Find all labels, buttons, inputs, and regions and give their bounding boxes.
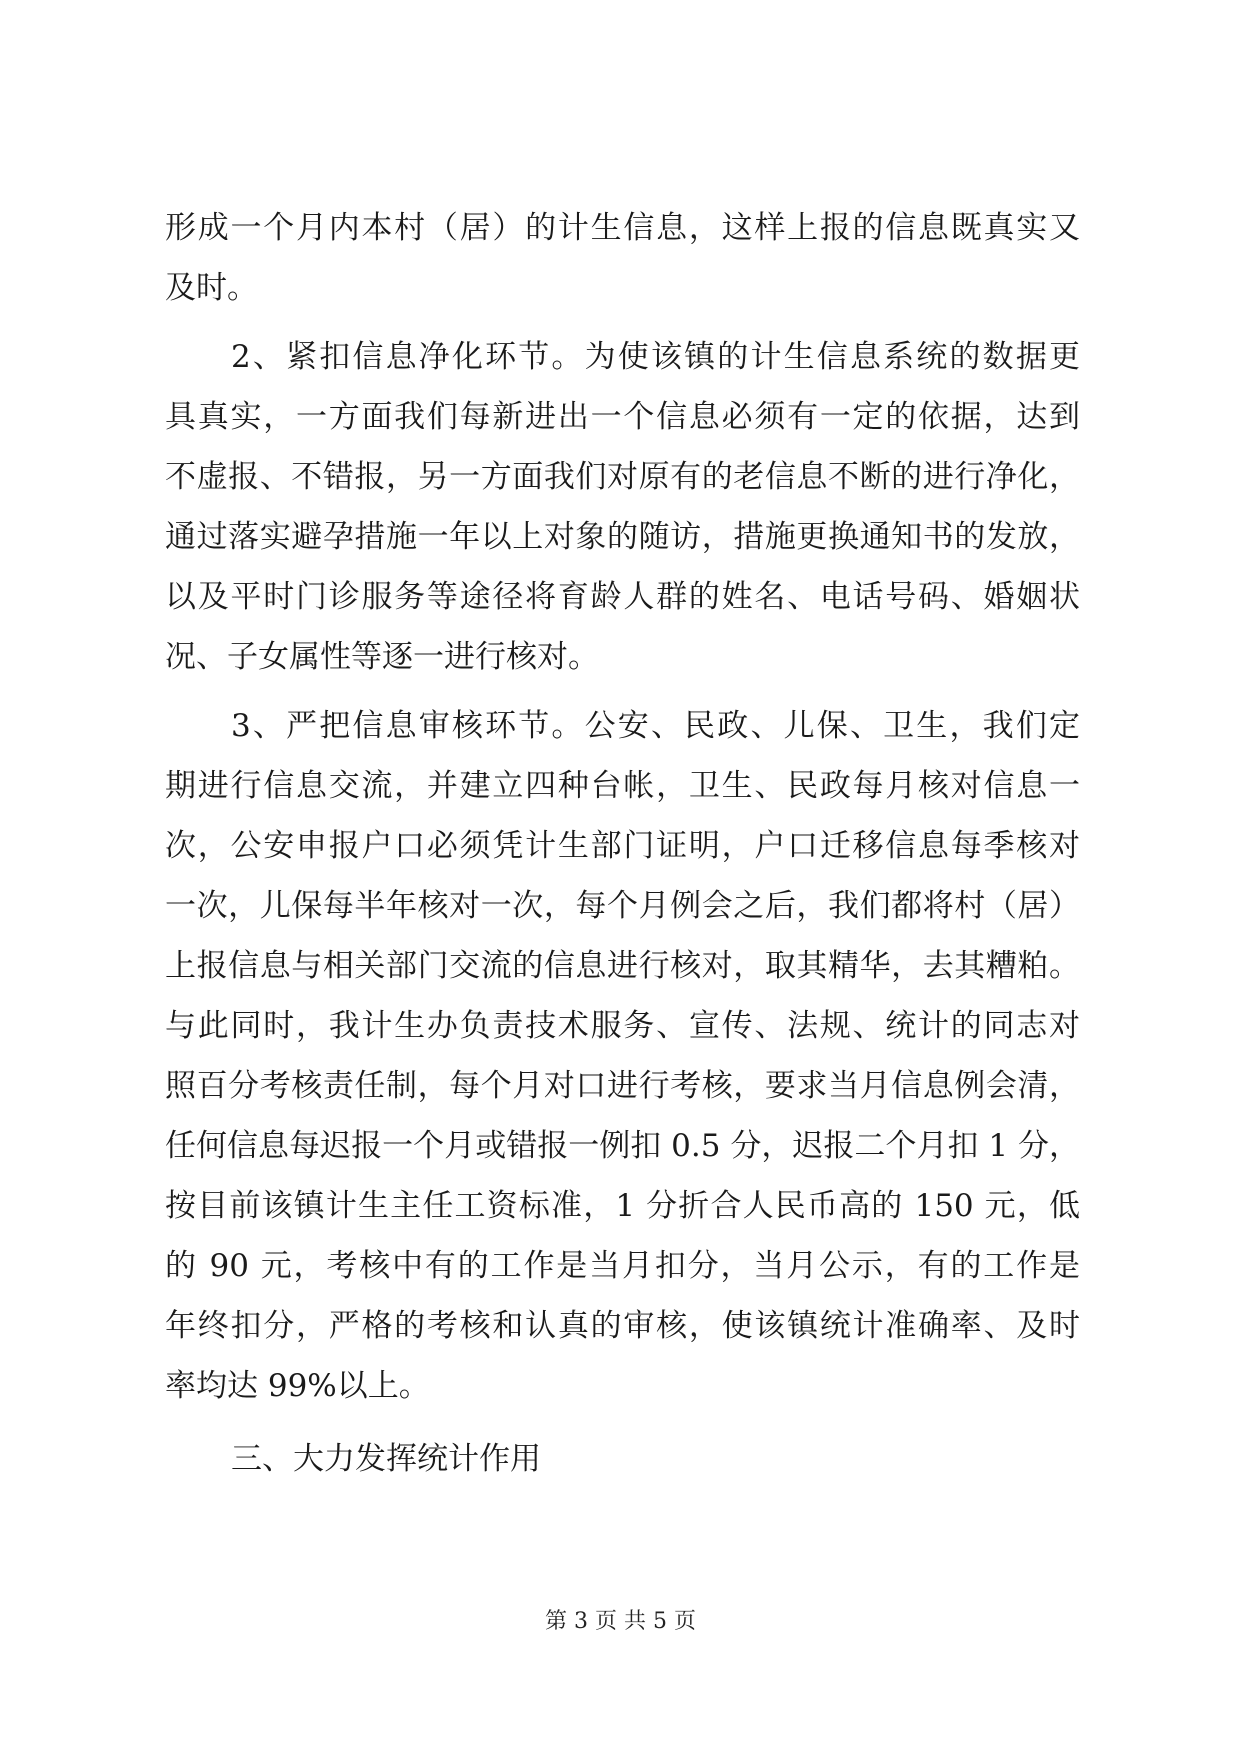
paragraph-line: 的 90 元，考核中有的工作是当月扣分，当月公示，有的工作是 — [165, 1248, 1080, 1284]
paragraph-line: 2、紧扣信息净化环节。为使该镇的计生信息系统的数据更 — [231, 339, 1080, 375]
paragraph-line: 年终扣分，严格的考核和认真的审核，使该镇统计准确率、及时 — [165, 1308, 1080, 1344]
paragraph-line: 与此同时，我计生办负责技术服务、宣传、法规、统计的同志对 — [165, 1008, 1080, 1044]
paragraph-line: 及时。 — [165, 270, 258, 306]
paragraph-line: 以及平时门诊服务等途径将育龄人群的姓名、电话号码、婚姻状 — [165, 579, 1080, 615]
paragraph-line: 次，公安申报户口必须凭计生部门证明，户口迁移信息每季核对 — [165, 828, 1080, 864]
paragraph-line: 照百分考核责任制，每个月对口进行考核，要求当月信息例会清， — [165, 1068, 1080, 1104]
paragraph-line: 按目前该镇计生主任工资标准，1 分折合人民币高的 150 元，低 — [165, 1188, 1080, 1224]
paragraph-line: 率均达 99%以上。 — [165, 1368, 430, 1404]
paragraph-line: 任何信息每迟报一个月或错报一例扣 0.5 分，迟报二个月扣 1 分， — [165, 1128, 1080, 1164]
paragraph-line: 上报信息与相关部门交流的信息进行核对，取其精华，去其糟粕。 — [165, 948, 1080, 984]
paragraph-line: 期进行信息交流，并建立四种台帐，卫生、民政每月核对信息一 — [165, 768, 1080, 804]
paragraph-line: 形成一个月内本村（居）的计生信息，这样上报的信息既真实又 — [165, 210, 1080, 246]
paragraph-line: 不虚报、不错报，另一方面我们对原有的老信息不断的进行净化， — [165, 459, 1080, 495]
paragraph-line: 一次，儿保每半年核对一次，每个月例会之后，我们都将村（居） — [165, 888, 1080, 924]
page-footer: 第 3 页 共 5 页 — [545, 1609, 696, 1634]
paragraph-line: 况、子女属性等逐一进行核对。 — [165, 639, 599, 675]
paragraph-line: 3、严把信息审核环节。公安、民政、儿保、卫生，我们定 — [231, 708, 1080, 744]
paragraph-line: 具真实，一方面我们每新进出一个信息必须有一定的依据，达到 — [165, 399, 1080, 435]
section-heading: 三、大力发挥统计作用 — [231, 1441, 541, 1477]
paragraph-line: 通过落实避孕措施一年以上对象的随访，措施更换通知书的发放， — [165, 519, 1080, 555]
